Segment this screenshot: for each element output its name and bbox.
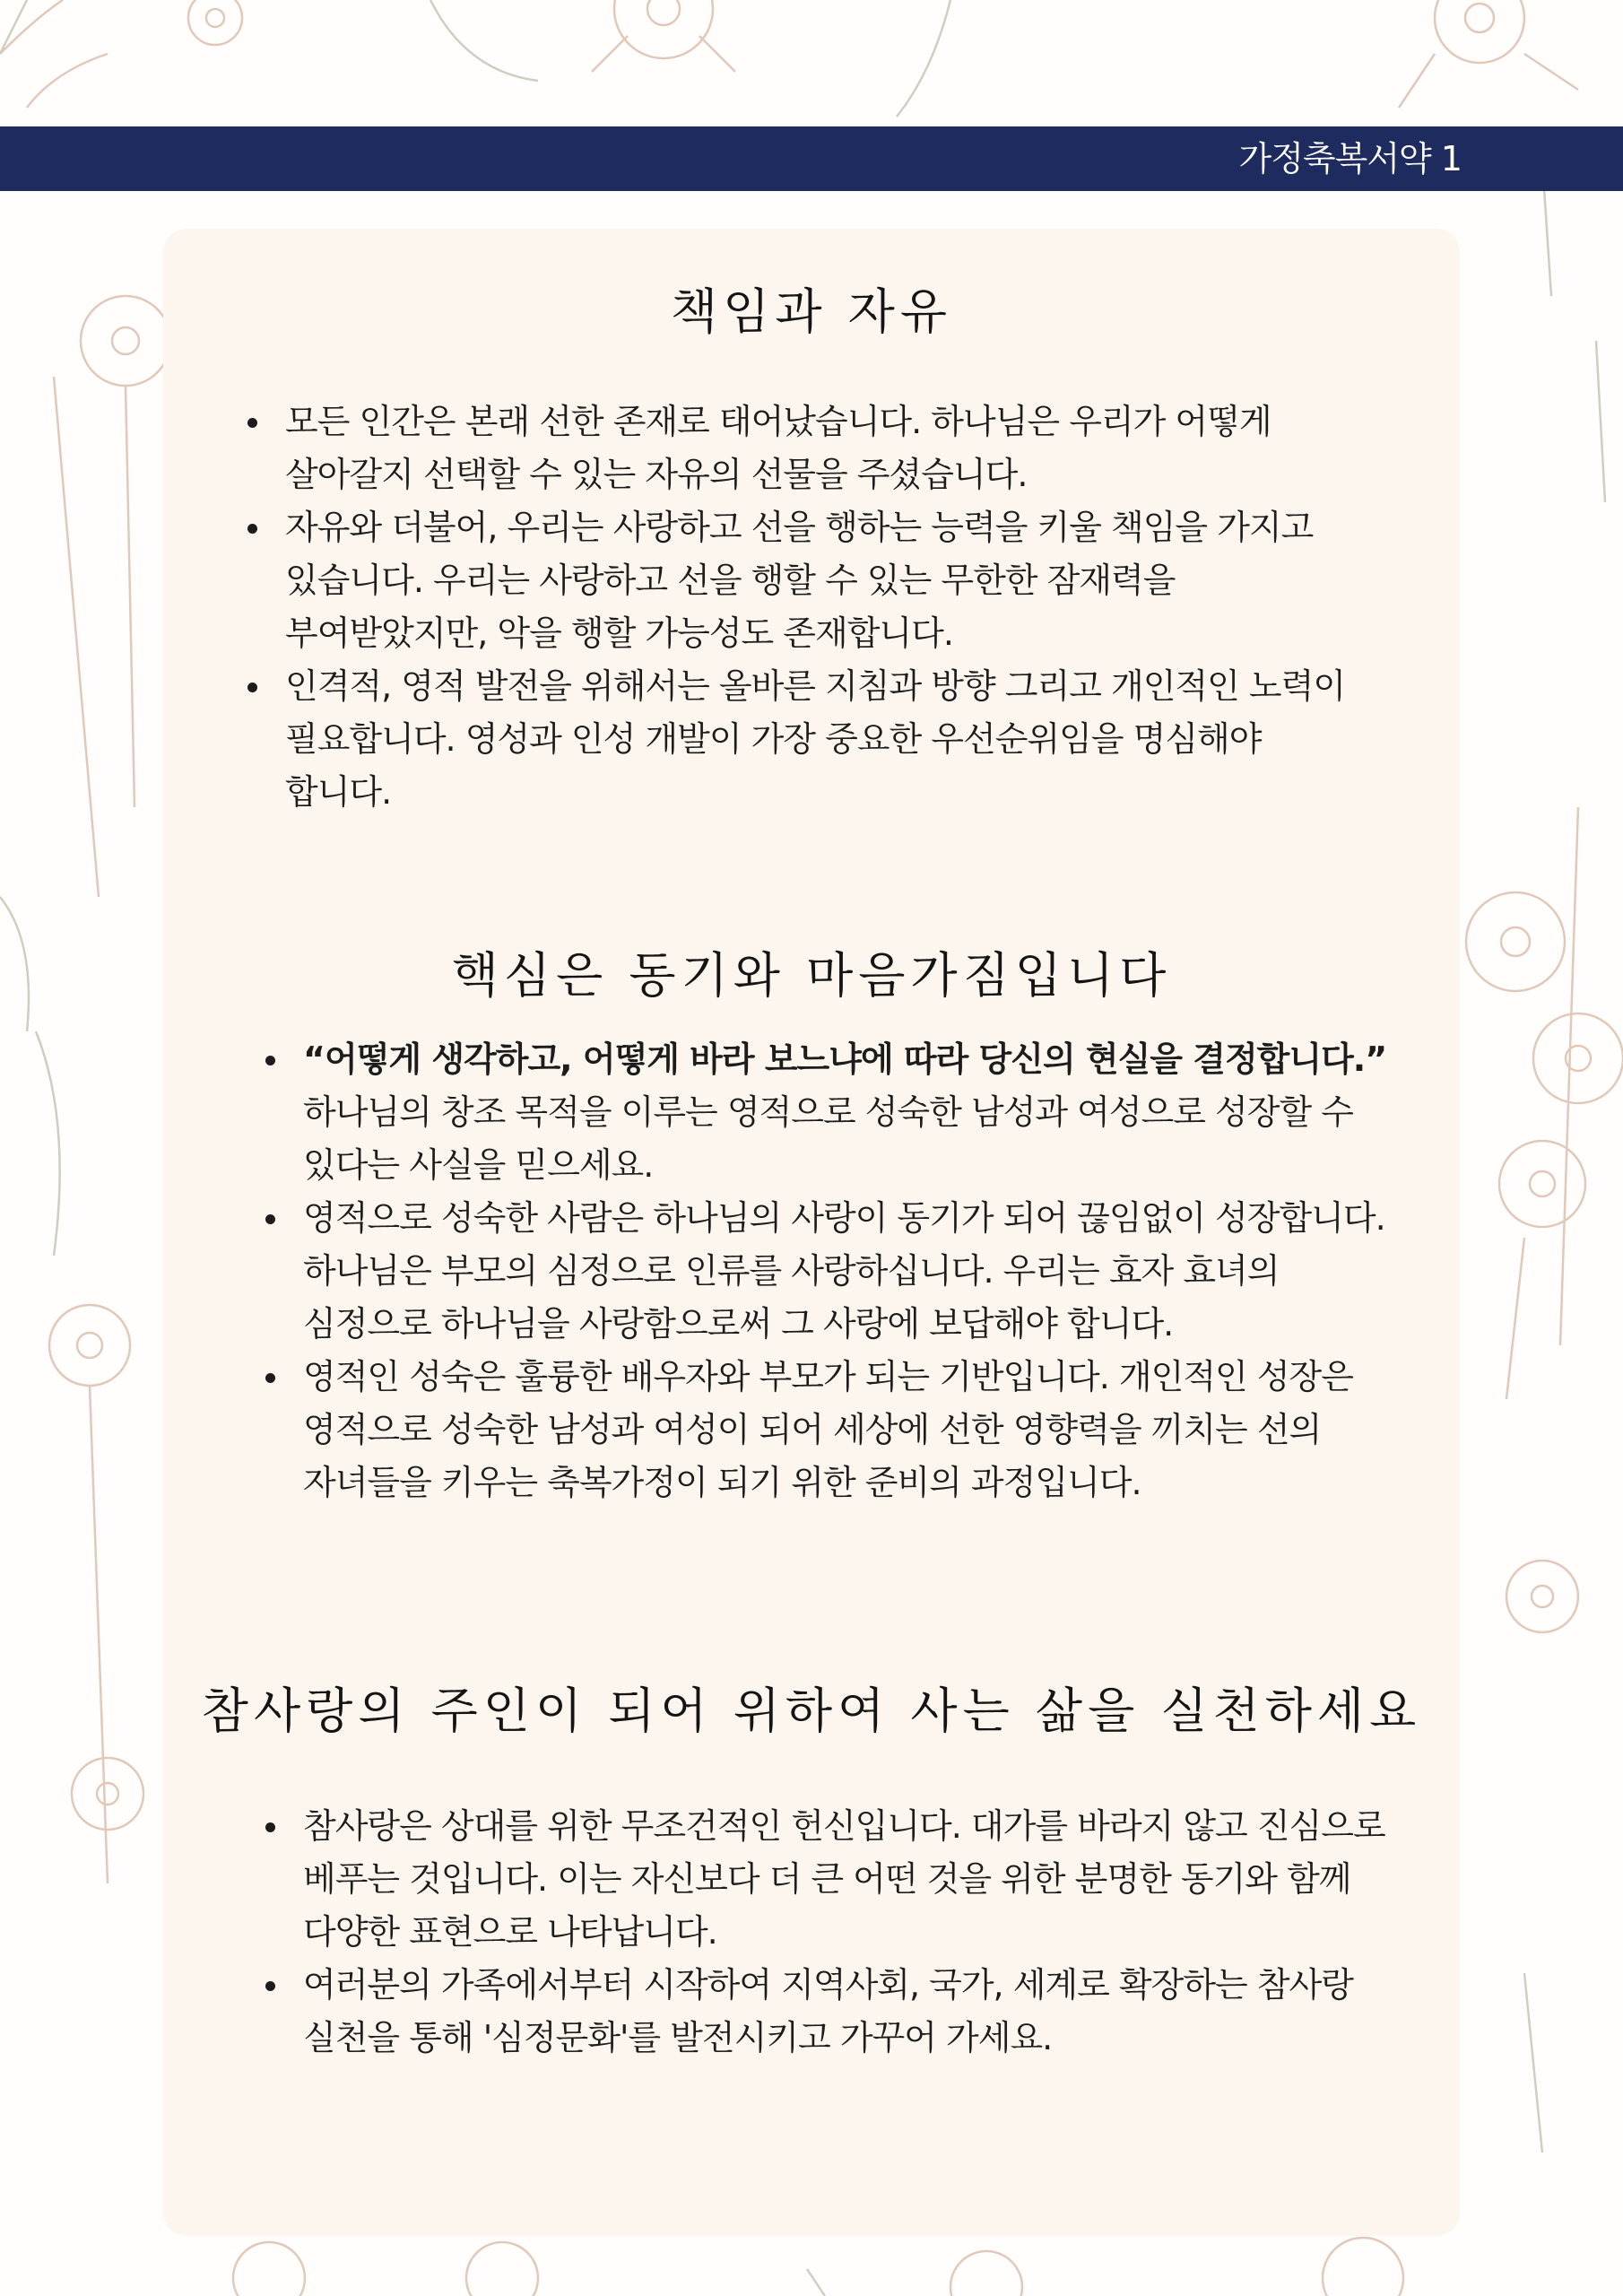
content-card <box>163 229 1460 2236</box>
section-title: 책임과 자유 <box>671 283 952 340</box>
section-true-love <box>163 1673 1460 1742</box>
bullet-list <box>303 1033 1388 1509</box>
header-band <box>0 126 1623 191</box>
section-title: 참사랑의 주인이 되어 위하여 사는 삶을 실천하세요 <box>201 1683 1422 1739</box>
list-item: 자유와 더불어, 우리는 사랑하고 선을 행하는 능력을 키울 책임을 가지고 있습니다. 우리는 사랑하고 선을 행할 수 있는 무한한 잠재력을 부여받았지만, 악을 행할 가능성도 존재합니다. <box>285 501 1361 660</box>
page-title: 가정축복서약 1 <box>1238 139 1462 178</box>
section-responsibility-freedom <box>163 274 1460 343</box>
list-item: 영적으로 성숙한 사람은 하나님의 사랑이 동기가 되어 끊임없이 성장합니다. 하나님은 부모의 심정으로 인류를 사랑하십니다. 우리는 효자 효녀의 심정으로 하나님을 사랑함으로써 그 사랑에 보답해야 합니다. <box>303 1192 1388 1351</box>
emphasis-quote: “어떻게 생각하고, 어떻게 바라 보느냐에 따라 당신의 현실을 결정합니다.” <box>303 1039 1387 1079</box>
section-title: 핵심은 동기와 마음가짐입니다 <box>451 947 1172 1004</box>
bullet-list <box>303 1800 1388 2065</box>
list-item: 여러분의 가족에서부터 시작하여 지역사회, 국가, 세계로 확장하는 참사랑 실천을 통해 '심정문화'를 발전시키고 가꾸어 가세요. <box>303 1959 1388 2065</box>
list-item: “어떻게 생각하고, 어떻게 바라 보느냐에 따라 당신의 현실을 결정합니다.” 하나님의 창조 목적을 이루는 영적으로 성숙한 남성과 여성으로 성장할 수 있다는 사실을 믿으세요. <box>303 1033 1388 1192</box>
section-motivation-mindset <box>163 937 1460 1006</box>
list-item: 모든 인간은 본래 선한 존재로 태어났습니다. 하나님은 우리가 어떻게 살아갈지 선택할 수 있는 자유의 선물을 주셨습니다. <box>285 396 1361 501</box>
bullet-list <box>285 396 1361 819</box>
list-item: 영적인 성숙은 훌륭한 배우자와 부모가 되는 기반입니다. 개인적인 성장은 영적으로 성숙한 남성과 여성이 되어 세상에 선한 영향력을 끼치는 선의 자녀들을 키우는 축복가정이 되기 위한 준비의 과정입니다. <box>303 1351 1388 1509</box>
list-item: 참사랑은 상대를 위한 무조건적인 헌신입니다. 대가를 바라지 않고 진심으로 베푸는 것입니다. 이는 자신보다 더 큰 어떤 것을 위한 분명한 동기와 함께 다양한 표현으로 나타납니다. <box>303 1800 1388 1959</box>
list-item: 인격적, 영적 발전을 위해서는 올바른 지침과 방향 그리고 개인적인 노력이 필요합니다. 영성과 인성 개발이 가장 중요한 우선순위임을 명심해야 합니다. <box>285 660 1361 819</box>
